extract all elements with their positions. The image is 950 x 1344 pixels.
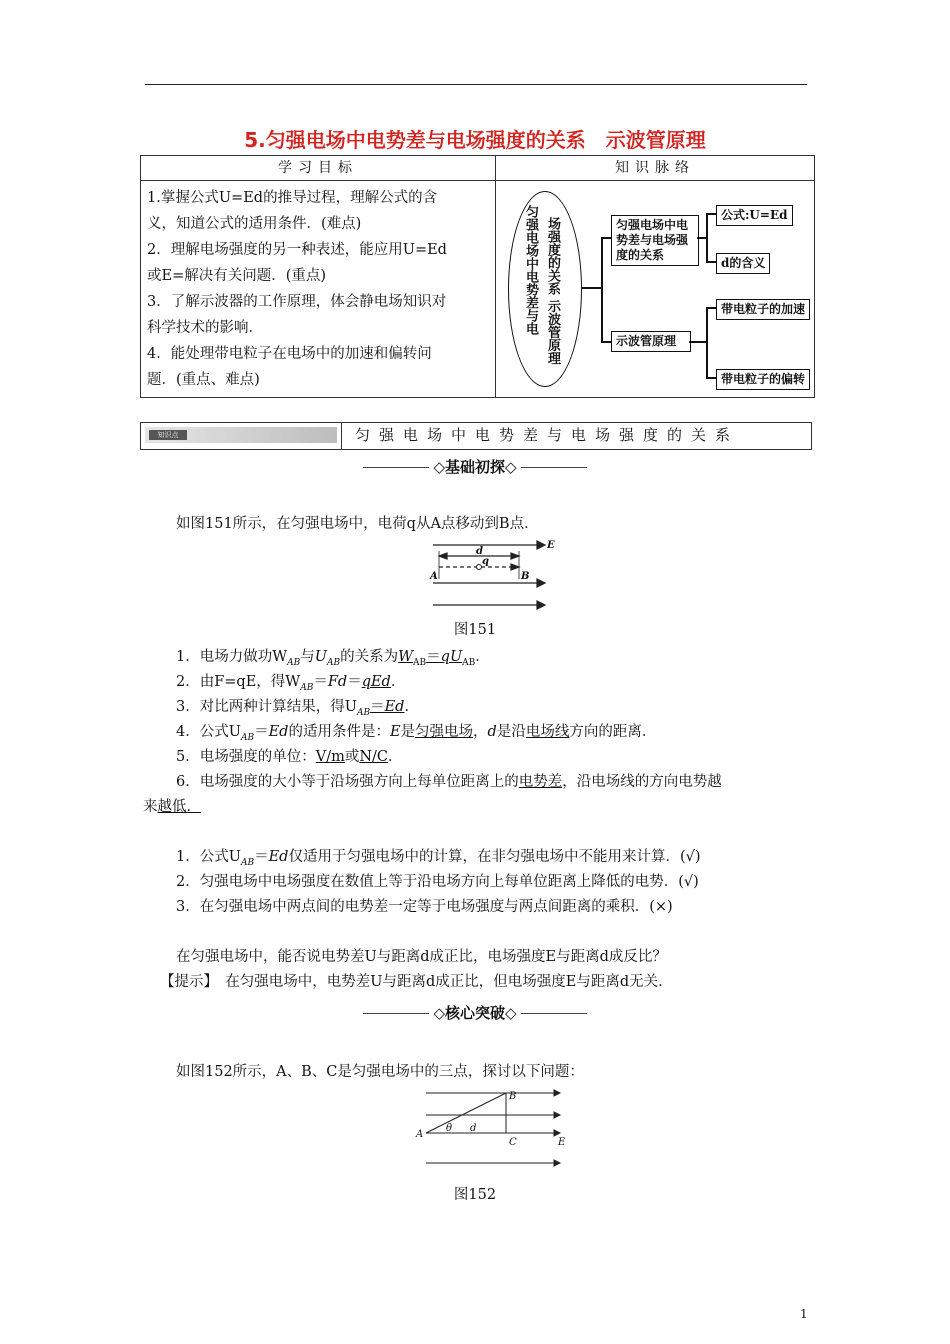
connector (706, 307, 708, 377)
mindmap-root-col1: 场强度的关系 示波管原理 (545, 217, 560, 365)
label-C: C (509, 1137, 517, 1148)
page-title: 5.匀强电场中电势差与电场强度的关系 示波管原理 (244, 128, 706, 152)
point-6: 6．电场强度的大小等于沿场强方向上每单位距离上的电势差，沿电场线的方向电势越 (176, 774, 722, 790)
mindmap-root-col2: 匀强电场中电势差与电 (523, 205, 538, 335)
hint-label: 【提示】 (160, 974, 211, 990)
connector (706, 213, 716, 215)
label-d: d (476, 546, 483, 557)
section-core (0, 1002, 950, 1023)
point-4: 4．公式$U_{AB}=Ed$的适用条件是：E是匀强电场，d是沿电场线方向的距离． (176, 724, 657, 743)
banner-tag: 知识点 (149, 430, 187, 440)
question: 在匀强电场中，能否说电势差U与距离d成正比，电场强度E与距离d成反比？ (176, 949, 667, 965)
connector (706, 213, 708, 261)
hint (160, 970, 673, 991)
point-6-cont: 来越低． (143, 799, 201, 815)
connector (601, 237, 603, 341)
goal-line: 1.掌握公式U=Ed的推导过程，理解公式的含 (147, 190, 438, 206)
banner-gradient (145, 427, 337, 443)
label-B: B (521, 571, 530, 582)
goals-table (140, 155, 815, 398)
fig152-intro: 如图152所示，A、B、C是匀强电场中的三点，探讨以下问题： (176, 1064, 584, 1080)
label-A: A (430, 571, 438, 582)
fig151-caption: 图151 (453, 622, 497, 638)
fig151-intro: 如图151所示，在匀强电场中，电荷q从A点移动到B点． (176, 516, 539, 532)
goal-line: 或E=解决有关问题．(重点) (147, 268, 327, 284)
goal-line: 科学技术的影响． (147, 320, 263, 336)
connector (582, 287, 602, 289)
charge-q-marker (477, 565, 482, 570)
mindmap-leaf-formula: 公式:U=Ed (716, 205, 793, 226)
judgement-1: 1．公式$U_{AB}=Ed$仅适用于匀强电场中的计算，在非匀强电场中不能用来计算．(√) (176, 849, 701, 868)
goals-cell (141, 181, 496, 398)
knowledge-point-banner (140, 422, 812, 450)
header-knowledge-map: 知识脉络 (496, 156, 815, 181)
label-theta: θ (446, 1123, 453, 1134)
header-rule (145, 84, 807, 85)
figure-152 (412, 1085, 572, 1170)
header-learning-goals: 学习目标 (141, 156, 496, 181)
section-core-label: ◇核心突破◇ (433, 1004, 517, 1022)
mindmap-leaf-deflection: 带电粒子的偏转 (716, 369, 810, 390)
label-A: A (416, 1129, 424, 1140)
page-number: 1 (800, 1307, 808, 1321)
mindmap-branch-relation: 匀强电场中电势差与电场强度的关系 (611, 215, 699, 266)
connector (601, 237, 611, 239)
figure-151 (425, 537, 555, 612)
connector (706, 307, 716, 309)
goal-line: 2．理解电场强度的另一种表述，能应用U=Ed (147, 242, 447, 258)
label-E: E (558, 1137, 566, 1148)
connector (689, 341, 707, 343)
point-5: 5．电场强度的单位：V/m或N/C． (176, 749, 403, 765)
section-basic-label: ◇基础初探◇ (433, 458, 517, 476)
goal-line: 4．能处理带电粒子在电场中的加速和偏转问 (147, 346, 432, 362)
label-B: B (509, 1091, 517, 1102)
goal-line: 题．(重点、难点) (147, 372, 260, 388)
goal-line: 义，知道公式的适用条件．(难点) (147, 216, 362, 232)
hint-text: 在匀强电场中，电势差U与距离d成正比，但电场强度E与距离d无关． (225, 974, 673, 990)
label-q: q (482, 556, 489, 567)
mindmap-leaf-d-meaning: d的含义 (716, 253, 770, 274)
judgement-3: 3．在匀强电场中两点间的电势差一定等于电场强度与两点间距离的乘积．(×) (176, 899, 673, 915)
connector (706, 377, 716, 379)
point-1: 1．电场力做功$W_{AB}$与$U_{AB}$的关系为$W_{AB}=qU_{AB}$． (176, 649, 490, 668)
fig152-caption: 图152 (453, 1187, 497, 1203)
label-E: E (547, 540, 555, 551)
point-3: 3．对比两种计算结果，得$U_{AB}=Ed$． (176, 699, 419, 718)
point-2: 2．由F=qE，得$W_{AB}=Fd=qEd$． (176, 674, 406, 693)
banner-text: 匀强电场中电势差与电场强度的关系 (355, 426, 740, 444)
connector (706, 261, 716, 263)
mindmap-leaf-acceleration: 带电粒子的加速 (716, 299, 810, 320)
banner-divider (341, 423, 342, 449)
connector (601, 341, 611, 343)
goal-line: 3．了解示波器的工作原理，体会静电场知识对 (147, 294, 447, 310)
judgement-2: 2．匀强电场中电场强度在数值上等于沿电场方向上每单位距离上降低的电势．(√) (176, 874, 699, 890)
section-basic (0, 456, 950, 477)
label-d: d (470, 1123, 477, 1134)
mindmap-cell (496, 181, 815, 398)
mindmap-branch-oscilloscope: 示波管原理 (611, 331, 691, 352)
